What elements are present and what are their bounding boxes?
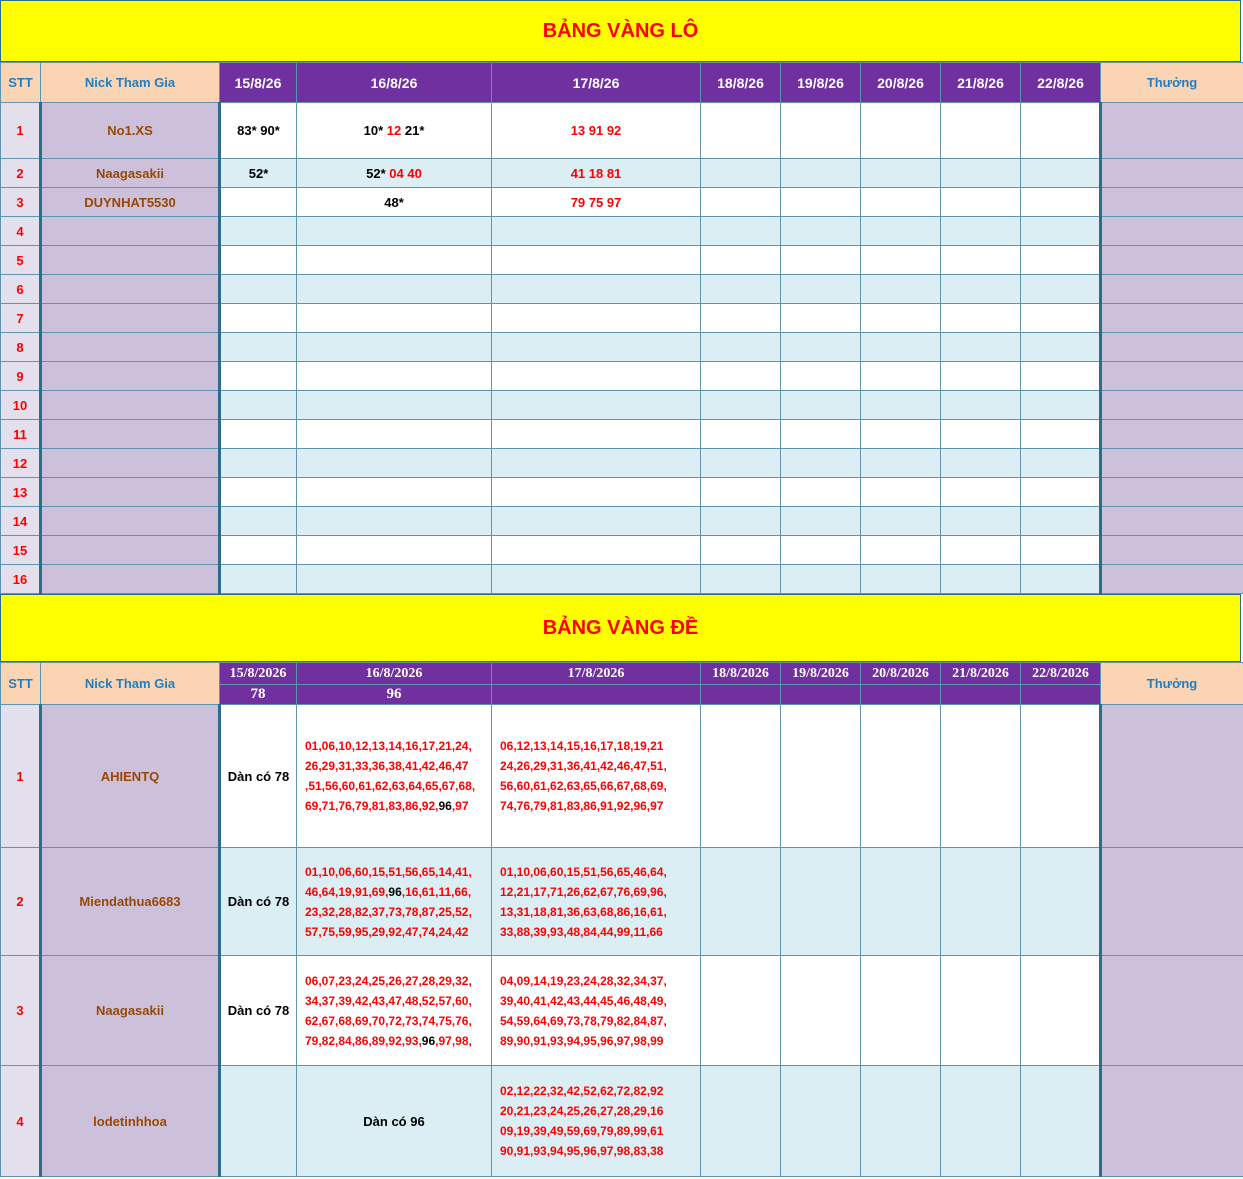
lo-header-date: 17/8/26 <box>492 63 701 103</box>
row-day-cell <box>1021 1066 1101 1177</box>
row-nick <box>41 536 220 565</box>
table-row <box>1 188 1243 217</box>
row-day-cell <box>701 848 781 956</box>
row-day-cell <box>492 565 701 594</box>
row-day-cell <box>220 275 297 304</box>
row-stt: 14 <box>1 507 41 536</box>
row-day-cell <box>297 362 492 391</box>
table-row <box>1 275 1243 304</box>
row-day-cell <box>781 848 861 956</box>
row-day-cell <box>701 507 781 536</box>
row-day-cell: 04,09,14,19,23,24,28,32,34,37, 39,40,41,42,43,44,45,46,48,49, 54,59,64,69,73,78,79,82,84,87, 89,90,91,93,94,95,96,97,98,99 <box>492 956 701 1066</box>
row-stt: 15 <box>1 536 41 565</box>
row-stt: 16 <box>1 565 41 594</box>
row-day-cell: 06,12,13,14,15,16,17,18,19,21 24,26,29,31,36,41,42,46,47,51, 56,60,61,62,63,65,66,67,68,69, 74,76,79,81,83,86,91,92,96,97 <box>492 705 701 848</box>
row-stt: 7 <box>1 304 41 333</box>
row-thuong <box>1101 478 1243 507</box>
row-day-cell <box>781 956 861 1066</box>
row-day-cell <box>297 188 492 217</box>
row-day-cell <box>492 217 701 246</box>
de-result <box>701 685 781 705</box>
table-row <box>1 507 1243 536</box>
row-nick <box>41 420 220 449</box>
row-day-cell <box>220 478 297 507</box>
row-day-cell <box>941 333 1021 362</box>
lo-title: BẢNG VÀNG LÔ <box>542 19 699 42</box>
row-day-cell <box>701 565 781 594</box>
row-day-cell <box>941 848 1021 956</box>
row-stt: 5 <box>1 246 41 275</box>
row-day-cell <box>297 159 492 188</box>
row-day-cell <box>492 420 701 449</box>
table-row <box>1 304 1243 333</box>
lo-header-date: 21/8/26 <box>941 63 1021 103</box>
row-day-cell <box>297 449 492 478</box>
row-day-cell <box>1021 246 1101 275</box>
row-day-cell <box>861 449 941 478</box>
row-day-cell <box>701 333 781 362</box>
pick-text: ,97 <box>451 799 469 813</box>
row-nick: lodetinhhoa <box>41 1066 220 1177</box>
row-day-cell <box>861 1066 941 1177</box>
row-day-cell <box>701 246 781 275</box>
row-day-cell <box>1021 391 1101 420</box>
row-day-cell <box>941 420 1021 449</box>
row-thuong <box>1101 848 1243 956</box>
row-nick: Miendathua6683 <box>41 848 220 956</box>
row-day-cell <box>701 362 781 391</box>
row-day-cell <box>1021 536 1101 565</box>
row-day-cell <box>220 362 297 391</box>
row-day-cell <box>492 391 701 420</box>
row-day-cell <box>297 103 492 159</box>
row-day-cell <box>781 304 861 333</box>
row-day-cell <box>1021 103 1101 159</box>
row-day-cell <box>1021 159 1101 188</box>
pick-text: 10* <box>363 123 384 138</box>
table-row <box>1 705 1243 848</box>
row-day-cell <box>1021 507 1101 536</box>
de-header-thuong: Thưởng <box>1101 663 1243 705</box>
row-day-cell: Dàn có 78 <box>220 956 297 1066</box>
row-nick <box>41 507 220 536</box>
de-header-date: 21/8/2026 <box>941 663 1021 685</box>
row-day-cell <box>781 333 861 362</box>
row-stt: 13 <box>1 478 41 507</box>
row-day-cell <box>1021 188 1101 217</box>
row-day-cell <box>220 188 297 217</box>
row-thuong <box>1101 536 1243 565</box>
row-day-cell <box>941 1066 1021 1177</box>
pick-text: 01,06,10,12,13,14,16,17,21,24, 26,29,31,33,36,38,41,42,46,47 ,51,56,60,61,62,63,64,65,67,68, 69,71,76,79,81,83,86,92, <box>305 739 476 813</box>
de-result: 96 <box>297 685 492 705</box>
pick-text: ,97,98, <box>435 1033 472 1048</box>
row-day-cell <box>1021 304 1101 333</box>
row-day-cell <box>861 159 941 188</box>
row-nick: Naagasakii <box>41 159 220 188</box>
table-row <box>1 848 1243 956</box>
row-day-cell: 01,10,06,60,15,51,56,65,46,64, 12,21,17,71,26,62,67,76,69,96, 13,31,18,81,36,63,68,86,16,61, 33,88,39,93,48,84,44,99,11,66 <box>492 848 701 956</box>
row-day-cell <box>1021 275 1101 304</box>
de-header-stt: STT <box>1 663 41 705</box>
row-day-cell <box>861 304 941 333</box>
pick-text: 96 <box>438 799 452 813</box>
row-day-cell: Dàn có 78 <box>220 705 297 848</box>
row-day-cell <box>861 333 941 362</box>
de-result <box>492 685 701 705</box>
de-header-row <box>1 663 1243 685</box>
row-day-cell <box>1021 362 1101 391</box>
row-thuong <box>1101 956 1243 1066</box>
table-row <box>1 565 1243 594</box>
row-day-cell <box>220 1066 297 1177</box>
row-day-cell <box>781 275 861 304</box>
row-day-cell <box>941 304 1021 333</box>
row-day-cell <box>861 103 941 159</box>
row-day-cell <box>941 705 1021 848</box>
row-day-cell <box>941 391 1021 420</box>
table-row <box>1 956 1243 1066</box>
table-row <box>1 420 1243 449</box>
row-day-cell <box>220 565 297 594</box>
de-header-date: 19/8/2026 <box>781 663 861 685</box>
row-thuong <box>1101 159 1243 188</box>
row-day-cell <box>297 478 492 507</box>
de-table <box>0 662 1243 1177</box>
row-day-cell <box>861 275 941 304</box>
row-day-cell <box>492 333 701 362</box>
row-day-cell <box>297 217 492 246</box>
row-nick <box>41 391 220 420</box>
row-stt: 6 <box>1 275 41 304</box>
lo-header-date: 22/8/26 <box>1021 63 1101 103</box>
de-header-date: 18/8/2026 <box>701 663 781 685</box>
row-day-cell: Dàn có 78 <box>220 848 297 956</box>
row-day-cell <box>492 362 701 391</box>
row-thuong <box>1101 449 1243 478</box>
row-day-cell <box>941 478 1021 507</box>
row-day-cell <box>1021 217 1101 246</box>
row-day-cell <box>861 362 941 391</box>
lo-header-date: 20/8/26 <box>861 63 941 103</box>
row-thuong <box>1101 362 1243 391</box>
row-day-cell: 41 18 81 <box>492 159 701 188</box>
table-row <box>1 478 1243 507</box>
table-row <box>1 333 1243 362</box>
row-nick: No1.XS <box>41 103 220 159</box>
lo-header-date: 16/8/26 <box>297 63 492 103</box>
row-stt: 3 <box>1 188 41 217</box>
row-day-cell <box>1021 449 1101 478</box>
row-day-cell <box>781 362 861 391</box>
de-banner <box>0 594 1241 662</box>
row-day-cell <box>861 420 941 449</box>
row-day-cell <box>781 1066 861 1177</box>
row-nick: DUYNHAT5530 <box>41 188 220 217</box>
row-day-cell <box>701 536 781 565</box>
row-day-cell <box>781 420 861 449</box>
row-day-cell <box>701 159 781 188</box>
row-day-cell <box>781 103 861 159</box>
table-row <box>1 217 1243 246</box>
row-day-cell <box>297 391 492 420</box>
row-day-cell <box>781 217 861 246</box>
row-day-cell <box>781 536 861 565</box>
row-stt: 9 <box>1 362 41 391</box>
row-stt: 12 <box>1 449 41 478</box>
row-day-cell <box>781 478 861 507</box>
row-day-cell <box>297 848 492 956</box>
pick-text: 96 <box>388 884 402 899</box>
row-day-cell <box>1021 478 1101 507</box>
row-day-cell <box>297 956 492 1066</box>
row-day-cell <box>941 507 1021 536</box>
pick-text: 04 40 <box>389 165 422 181</box>
row-day-cell <box>1021 848 1101 956</box>
lo-header-stt: STT <box>1 63 41 103</box>
row-day-cell <box>701 705 781 848</box>
row-day-cell <box>941 159 1021 188</box>
row-day-cell <box>220 304 297 333</box>
table-row <box>1 536 1243 565</box>
row-day-cell <box>220 507 297 536</box>
de-result: 78 <box>220 685 297 705</box>
row-day-cell <box>861 565 941 594</box>
row-thuong <box>1101 391 1243 420</box>
row-day-cell <box>781 159 861 188</box>
row-day-cell <box>861 848 941 956</box>
row-day-cell <box>297 536 492 565</box>
row-day-cell <box>297 275 492 304</box>
row-thuong <box>1101 420 1243 449</box>
row-stt: 4 <box>1 217 41 246</box>
row-day-cell <box>781 507 861 536</box>
row-day-cell <box>861 246 941 275</box>
row-nick <box>41 246 220 275</box>
row-day-cell <box>1021 333 1101 362</box>
lo-header-date: 19/8/26 <box>781 63 861 103</box>
row-day-cell <box>297 507 492 536</box>
row-day-cell <box>701 478 781 507</box>
row-day-cell <box>220 333 297 362</box>
row-day-cell <box>781 449 861 478</box>
row-day-cell <box>220 217 297 246</box>
pick-text: 01,10,06,60,15,51,56,65,14,41, 46,64,19,91,69, <box>305 864 472 899</box>
row-day-cell: 83* 90* <box>220 103 297 159</box>
lo-header-thuong: Thưởng <box>1101 63 1243 103</box>
pick-text: 48* <box>384 194 404 210</box>
row-stt: 1 <box>1 103 41 159</box>
row-day-cell <box>701 304 781 333</box>
table-row <box>1 1066 1243 1177</box>
row-day-cell: 52* <box>220 159 297 188</box>
row-day-cell <box>941 188 1021 217</box>
row-day-cell: 02,12,22,32,42,52,62,72,82,92 20,21,23,24,25,26,27,28,29,16 09,19,39,49,59,69,79,89,99,61 90,91,93,94,95,96,97,98,83,38 <box>492 1066 701 1177</box>
row-thuong <box>1101 217 1243 246</box>
de-header-nick: Nick Tham Gia <box>41 663 220 705</box>
row-day-cell <box>941 217 1021 246</box>
row-nick <box>41 275 220 304</box>
row-day-cell <box>941 362 1021 391</box>
row-stt: 2 <box>1 848 41 956</box>
row-day-cell <box>492 449 701 478</box>
row-day-cell <box>701 217 781 246</box>
row-day-cell <box>781 188 861 217</box>
de-header-date: 20/8/2026 <box>861 663 941 685</box>
row-thuong <box>1101 1066 1243 1177</box>
row-thuong <box>1101 304 1243 333</box>
row-day-cell <box>861 391 941 420</box>
row-nick <box>41 449 220 478</box>
lo-header-row <box>1 63 1243 103</box>
lo-header-date: 15/8/26 <box>220 63 297 103</box>
row-stt: 1 <box>1 705 41 848</box>
row-day-cell <box>297 420 492 449</box>
row-thuong <box>1101 275 1243 304</box>
row-stt: 10 <box>1 391 41 420</box>
pick-text: 06,07,23,24,25,26,27,28,29,32, 34,37,39,42,43,47,48,52,57,60, 62,67,68,69,70,72,73,74,75,76, 79,82,84,86,89,92,93, <box>305 973 472 1048</box>
row-day-cell <box>941 565 1021 594</box>
lo-header-nick: Nick Tham Gia <box>41 63 220 103</box>
row-day-cell: 13 91 92 <box>492 103 701 159</box>
row-day-cell <box>941 956 1021 1066</box>
row-day-cell <box>1021 565 1101 594</box>
row-thuong <box>1101 565 1243 594</box>
row-day-cell <box>220 449 297 478</box>
row-day-cell <box>941 246 1021 275</box>
row-day-cell <box>220 391 297 420</box>
row-day-cell <box>297 565 492 594</box>
row-day-cell <box>941 449 1021 478</box>
row-day-cell <box>701 449 781 478</box>
row-day-cell <box>701 103 781 159</box>
row-day-cell <box>861 217 941 246</box>
row-nick <box>41 217 220 246</box>
row-day-cell <box>220 420 297 449</box>
row-day-cell <box>701 275 781 304</box>
row-day-cell <box>781 391 861 420</box>
row-day-cell <box>701 420 781 449</box>
row-stt: 3 <box>1 956 41 1066</box>
row-nick: Naagasakii <box>41 956 220 1066</box>
lo-banner <box>0 0 1241 62</box>
row-nick <box>41 333 220 362</box>
row-day-cell <box>701 956 781 1066</box>
row-thuong <box>1101 103 1243 159</box>
row-day-cell <box>492 478 701 507</box>
row-day-cell <box>492 507 701 536</box>
row-stt: 2 <box>1 159 41 188</box>
table-row <box>1 362 1243 391</box>
row-day-cell <box>941 275 1021 304</box>
de-header-date: 15/8/2026 <box>220 663 297 685</box>
row-day-cell <box>297 333 492 362</box>
row-nick <box>41 565 220 594</box>
row-nick: AHIENTQ <box>41 705 220 848</box>
row-day-cell <box>220 246 297 275</box>
lo-header-date: 18/8/26 <box>701 63 781 103</box>
de-result <box>861 685 941 705</box>
de-result <box>1021 685 1101 705</box>
row-day-cell <box>297 246 492 275</box>
row-day-cell <box>492 275 701 304</box>
row-day-cell <box>701 1066 781 1177</box>
de-title: BẢNG VÀNG ĐỀ <box>542 616 699 639</box>
de-header-date: 22/8/2026 <box>1021 663 1101 685</box>
row-day-cell <box>781 705 861 848</box>
row-day-cell <box>861 956 941 1066</box>
table-row <box>1 246 1243 275</box>
table-row <box>1 159 1243 188</box>
de-header-date: 17/8/2026 <box>492 663 701 685</box>
row-day-cell <box>1021 956 1101 1066</box>
row-day-cell <box>941 536 1021 565</box>
row-nick <box>41 362 220 391</box>
pick-text: 12 <box>386 123 402 138</box>
row-day-cell <box>701 391 781 420</box>
row-day-cell <box>297 304 492 333</box>
row-day-cell <box>492 246 701 275</box>
row-day-cell: Dàn có 96 <box>297 1066 492 1177</box>
row-day-cell <box>492 304 701 333</box>
row-day-cell <box>861 188 941 217</box>
row-stt: 8 <box>1 333 41 362</box>
row-day-cell <box>492 536 701 565</box>
row-stt: 4 <box>1 1066 41 1177</box>
row-nick <box>41 304 220 333</box>
row-thuong <box>1101 507 1243 536</box>
pick-text: 21* <box>404 123 425 138</box>
row-day-cell <box>861 705 941 848</box>
table-row <box>1 103 1243 159</box>
row-day-cell <box>861 478 941 507</box>
row-day-cell <box>781 246 861 275</box>
row-thuong <box>1101 705 1243 848</box>
row-nick <box>41 478 220 507</box>
row-stt: 11 <box>1 420 41 449</box>
lo-table <box>0 62 1243 594</box>
de-result <box>941 685 1021 705</box>
pick-text: ,16,61,11,66, 23,32,28,82,37,73,78,87,25,52, 57,75,59,95,29,92,47,74,24,42 <box>305 884 472 939</box>
row-day-cell <box>220 536 297 565</box>
row-thuong <box>1101 246 1243 275</box>
table-row <box>1 449 1243 478</box>
pick-text: 96 <box>421 1033 436 1048</box>
row-day-cell <box>1021 705 1101 848</box>
row-day-cell <box>701 188 781 217</box>
de-header-date: 16/8/2026 <box>297 663 492 685</box>
pick-text: 52* <box>366 165 386 181</box>
row-day-cell <box>861 536 941 565</box>
row-day-cell: 79 75 97 <box>492 188 701 217</box>
row-day-cell <box>861 507 941 536</box>
de-result <box>781 685 861 705</box>
table-row <box>1 391 1243 420</box>
row-day-cell <box>297 705 492 848</box>
row-day-cell <box>1021 420 1101 449</box>
row-thuong <box>1101 188 1243 217</box>
row-thuong <box>1101 333 1243 362</box>
row-day-cell <box>781 565 861 594</box>
row-day-cell <box>941 103 1021 159</box>
